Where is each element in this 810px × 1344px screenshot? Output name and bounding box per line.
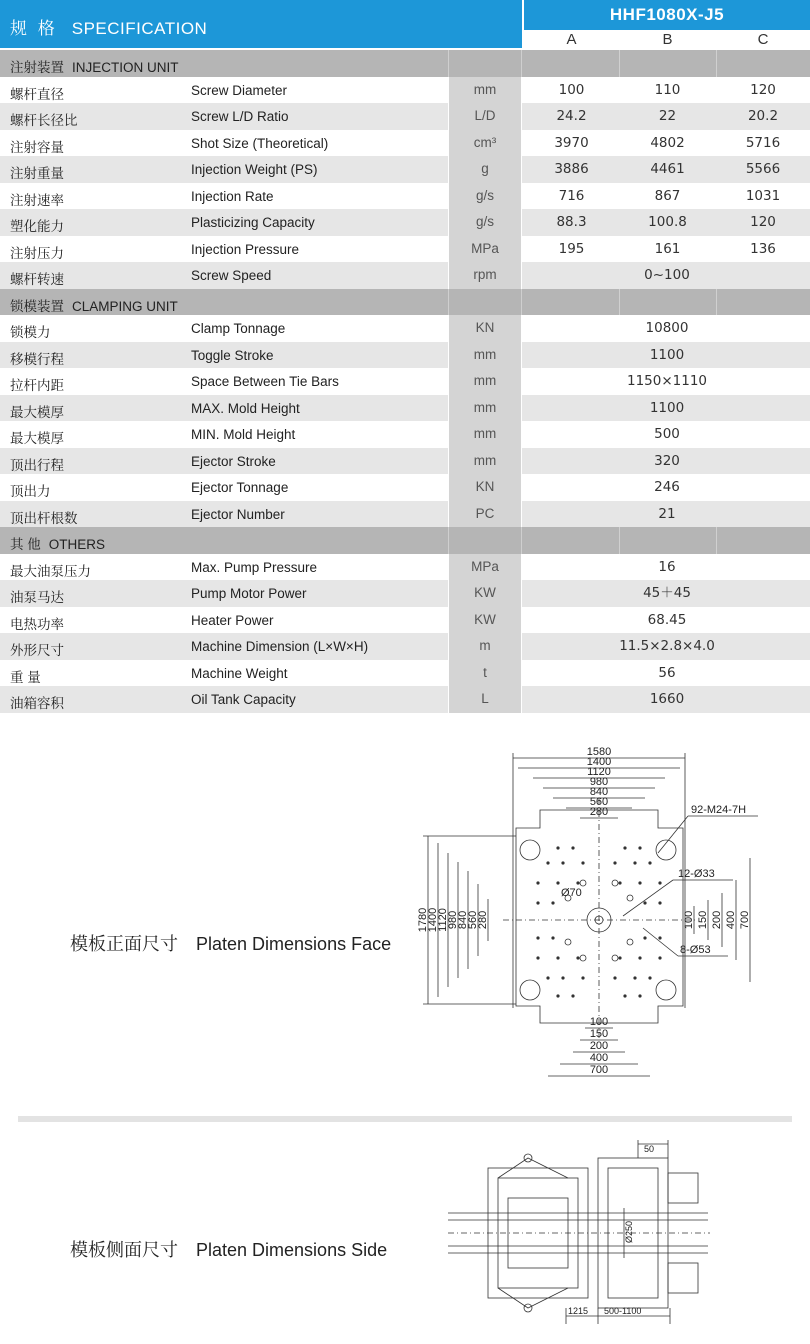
spec-row [0,421,810,448]
value-all: 10800 [645,320,689,336]
spec-label-cn: 最大模厚 [10,404,64,420]
value-c: 120 [750,81,776,98]
face-dim-right-5: 700 [739,910,751,930]
side-caption-cn: 模板侧面尺寸 [70,1240,178,1260]
face-callout-center: Ø70 [561,887,582,899]
spec-row [0,262,810,289]
face-caption [70,930,391,956]
section-column-cells [522,527,810,554]
face-dim-top-6: 560 [589,796,609,808]
section-divider [18,1116,792,1122]
face-dim-right-2: 150 [697,910,709,930]
spec-label-cn: 最大模厚 [10,431,64,446]
spec-row [0,236,810,263]
spec-row [0,130,810,157]
value-all: 45＋45 [643,585,691,601]
section-title [10,533,105,553]
spec-title [10,14,207,39]
spec-label-en: Pump Motor Power [191,586,307,601]
spec-title-bar [0,0,522,48]
face-dim-left-5: 840 [457,910,469,930]
spec-row [0,315,810,342]
spec-label-en: Heater Power [191,612,274,628]
spec-row [0,501,810,528]
spec-row [0,448,810,475]
column-b: B [662,31,673,48]
spec-row [0,368,810,395]
face-dim-right-1: 100 [683,910,695,930]
spec-label-cn: 油箱容积 [10,696,64,711]
value-b: 4461 [650,161,685,177]
side-caption-en: Platen Dimensions Side [196,1240,388,1260]
spec-unit: mm [448,342,522,369]
spec-header [0,0,810,48]
section-header [0,527,810,554]
spec-label-en: Machine Weight [191,665,288,681]
spec-label-en: Plasticizing Capacity [191,215,315,230]
spec-label-cn: 塑化能力 [10,219,64,234]
value-c: 120 [750,214,776,230]
spec-unit: g/s [448,183,522,210]
face-dim-top-3: 1120 [587,766,611,778]
value-all: 1150×1110 [626,373,708,389]
section-unit-cell [448,527,522,554]
spec-label-en: Injection Rate [191,188,274,204]
spec-label-cn: 螺杆直径 [10,86,64,102]
face-dim-bottom-1: 100 [589,1016,609,1028]
spec-label-cn: 顶出力 [10,484,51,499]
side-dim-stroke: 500-1100 [604,1306,642,1316]
section-title-cn: 锁模装置 [10,298,64,314]
value-b: 100.8 [648,214,687,230]
model-name: HHF1080X-J5 [524,0,810,30]
spec-unit: cm³ [448,130,522,157]
value-c: 20.2 [747,108,779,124]
side-caption [70,1236,387,1262]
spec-unit: KW [448,607,522,634]
spec-label-cn: 移模行程 [10,351,64,367]
spec-unit: L [448,686,522,713]
value-a: 3886 [554,161,589,177]
value-c: 5716 [745,134,781,151]
spec-label-cn: 重 量 [10,669,41,685]
spec-row [0,183,810,210]
value-c: 136 [750,240,776,257]
spec-label-cn: 最大油泵压力 [10,563,91,579]
face-dim-top-1: 1580 [586,746,612,758]
spec-row [0,77,810,104]
spec-label-en: Toggle Stroke [191,347,274,363]
face-dim-right-4: 400 [725,910,737,930]
spec-label-en: Ejector Stroke [191,453,276,469]
spec-label-cn: 螺杆长径比 [10,113,78,128]
value-all: 246 [654,479,680,495]
value-a: 100 [558,81,585,98]
spec-unit: L/D [448,103,522,130]
spec-row [0,474,810,501]
face-dim-left-6: 560 [467,910,479,930]
face-dim-bottom-4: 400 [589,1052,609,1064]
face-dim-left-2: 1400 [427,907,439,933]
spec-unit: mm [448,368,522,395]
spec-label-cn: 顶出行程 [10,457,64,473]
column-a: A [566,31,577,48]
spec-unit: KN [448,474,522,501]
spec-title-en: SPECIFICATION [71,19,208,38]
section-header [0,289,810,316]
spec-unit: MPa [448,236,522,263]
spec-row [0,156,810,183]
value-a: 195 [558,240,585,257]
spec-label-en: Space Between Tie Bars [191,374,339,389]
spec-label-en: Clamp Tonnage [191,321,286,336]
value-b: 110 [654,81,681,98]
side-dim-diameter: Ø250 [624,1220,634,1243]
column-c: C [757,31,769,48]
spec-label-en: Oil Tank Capacity [191,692,296,707]
section-title-cn: 其 他 [10,537,41,552]
section-unit-cell [448,50,522,77]
spec-label-cn: 电热功率 [10,616,64,632]
face-caption-en: Platen Dimensions Face [196,934,392,954]
spec-label-en: MIN. Mold Height [191,427,296,442]
tie-bar-hole [656,980,676,1000]
spec-label-cn: 外形尺寸 [10,643,64,658]
face-dim-bottom-3: 200 [589,1040,609,1052]
section-header [0,50,810,77]
value-b: 4802 [650,134,685,151]
spec-label-cn: 锁模力 [10,325,51,340]
side-dim-50: 50 [644,1144,655,1154]
tie-bar-hole [520,980,540,1000]
value-a: 88.3 [556,214,587,230]
spec-row [0,554,810,581]
spec-unit: rpm [448,262,522,289]
spec-label-en: Ejector Tonnage [191,480,289,495]
value-a: 716 [558,187,585,204]
spec-row [0,686,810,713]
model-variant-columns [524,30,810,50]
value-c: 1031 [745,187,781,204]
face-dim-left-3: 1120 [437,908,449,932]
face-dim-top-2: 1400 [586,756,612,768]
spec-unit: mm [448,421,522,448]
face-caption-cn: 模板正面尺寸 [70,934,178,954]
spec-row [0,580,810,607]
section-title-cn: 注射装置 [10,60,64,75]
spec-unit: KW [448,580,522,607]
tapped-hole-grid [536,846,661,997]
spec-label-en: Shot Size (Theoretical) [191,135,329,151]
value-a: 24.2 [556,108,587,124]
spec-unit: mm [448,448,522,475]
face-dim-left-1: 1780 [417,907,429,933]
section-column-cells [522,50,810,77]
section-title-en: CLAMPING UNIT [72,298,178,314]
spec-label-en: Injection Pressure [191,241,300,257]
value-all: 320 [654,452,680,469]
spec-label-en: Machine Dimension (L×W×H) [191,639,369,654]
section-unit-cell [448,289,522,316]
spec-title-cn: 规 格 [10,19,58,38]
face-callout-12-holes: 12-Ø33 [678,868,715,880]
value-b: 161 [654,240,681,257]
spec-row [0,103,810,130]
value-all: 68.45 [647,611,687,628]
face-dim-bottom-5: 700 [589,1064,609,1076]
spec-label-en: MAX. Mold Height [191,400,300,416]
spec-label-en: Ejector Number [191,506,285,522]
section-title-en: OTHERS [48,537,106,552]
spec-label-en: Screw Speed [191,268,272,283]
spec-row [0,633,810,660]
face-dim-top-4: 980 [589,776,609,788]
side-dim-1215: 1215 [568,1306,589,1316]
spec-label-en: Injection Weight (PS) [191,162,318,177]
spec-label-cn: 注射重量 [10,166,64,181]
value-all: 1100 [649,346,685,363]
spec-unit: mm [448,395,522,422]
face-dim-left-7: 280 [477,910,489,930]
spec-row [0,209,810,236]
face-dim-left-4: 980 [447,910,459,930]
section-column-cells [522,289,810,316]
spec-label-cn: 注射速率 [10,192,64,208]
value-a: 3970 [554,134,589,151]
spec-label-en: Screw L/D Ratio [191,109,289,124]
spec-table [0,50,810,713]
value-b: 867 [654,187,681,204]
spec-label-en: Max. Pump Pressure [191,559,318,575]
value-all: 11.5×2.8×4.0 [619,638,715,654]
face-dim-top-5: 840 [589,786,609,798]
platen-face-drawing [408,738,808,1088]
spec-unit: MPa [448,554,522,581]
value-all: 21 [658,505,676,522]
value-b: 22 [658,108,677,124]
spec-unit: PC [448,501,522,528]
spec-row [0,660,810,687]
platen-side-drawing [448,1138,810,1328]
face-callout-8-holes: 8-Ø53 [680,944,711,956]
value-all: 0~100 [644,267,690,283]
spec-row [0,342,810,369]
value-all: 56 [658,664,676,681]
face-dim-top-7: 280 [589,806,609,818]
spec-label-en: Screw Diameter [191,82,288,98]
value-all: 500 [654,426,680,442]
platen-outline [516,810,683,1023]
section-title-en: INJECTION UNIT [72,60,179,75]
spec-label-cn: 螺杆转速 [10,272,64,287]
section-title [10,56,179,76]
face-callout-threads: 92-M24-7H [691,804,747,816]
spec-label-cn: 注射压力 [10,245,64,261]
spec-label-cn: 顶出杆根数 [10,510,78,526]
value-all: 1660 [649,691,685,707]
spec-label-cn: 油泵马达 [10,590,64,605]
face-dim-bottom-2: 150 [589,1028,609,1040]
spec-row [0,395,810,422]
value-all: 1100 [649,399,685,416]
spec-unit: g/s [448,209,522,236]
spec-unit: mm [448,77,522,104]
face-dim-right-3: 200 [711,910,723,930]
spec-unit: t [448,660,522,687]
section-title [10,295,178,315]
spec-unit: g [448,156,522,183]
value-c: 5566 [745,161,781,177]
spec-label-cn: 注射容量 [10,139,64,155]
tie-bar-hole [520,840,540,860]
value-all: 16 [658,558,676,575]
spec-unit: m [448,633,522,660]
spec-row [0,607,810,634]
spec-unit: KN [448,315,522,342]
spec-label-cn: 拉杆内距 [10,378,64,393]
